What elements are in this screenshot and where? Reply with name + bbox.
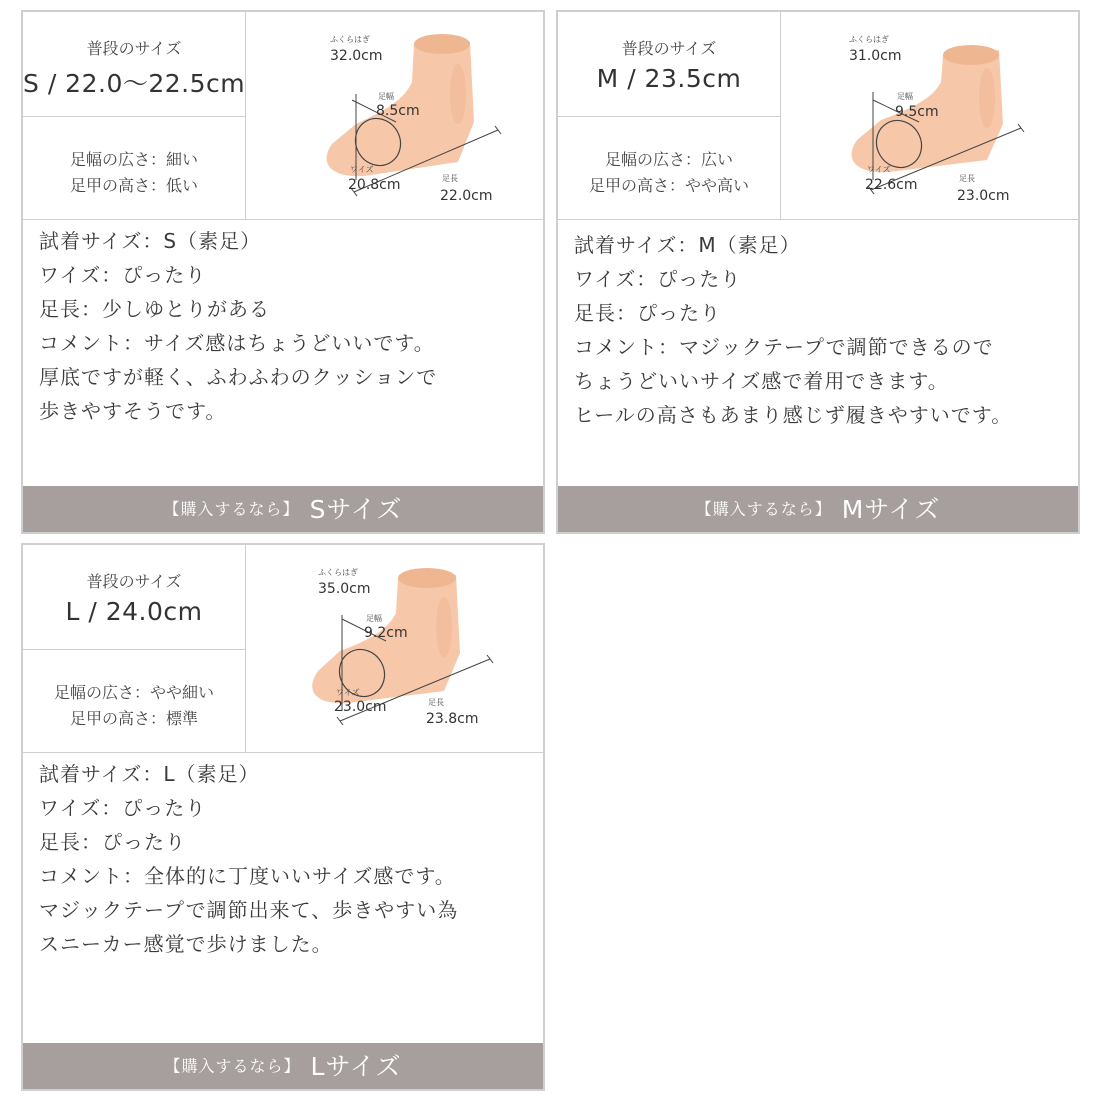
buy-recommendation-bar[interactable]: [23, 486, 543, 532]
foot-width-attribute: 足幅の広さ：細い: [69, 150, 198, 169]
foot-width-label: 足幅: [366, 614, 382, 623]
foot-width-label: 足幅: [897, 92, 913, 101]
buy-size: Lサイズ: [310, 1051, 402, 1081]
review-line: 試着サイズ：L（素足）: [39, 762, 260, 786]
review-line: スニーカー感覚で歩けました。: [39, 932, 333, 956]
usual-size-value: L / 24.0cm: [65, 597, 203, 626]
foot-width-attribute: 足幅の広さ：広い: [604, 150, 733, 169]
wise-value: 23.0cm: [334, 699, 387, 715]
size-review-card-l: [21, 543, 545, 1091]
size-info-panel: [23, 545, 543, 753]
buy-prefix: 【購入するなら】: [164, 1056, 301, 1076]
buy-recommendation-bar[interactable]: [558, 486, 1078, 532]
length-value: 23.8cm: [426, 711, 479, 727]
buy-prefix: 【購入するなら】: [163, 499, 300, 519]
review-line: マジックテープで調節出来て、歩きやすい為: [39, 898, 459, 922]
foot-measurement-illustration: [781, 12, 1078, 219]
instep-height-attribute: 足甲の高さ：低い: [69, 176, 198, 195]
review-line: 厚底ですが軽く、ふわふわのクッションで: [39, 365, 438, 389]
wise-value: 22.6cm: [865, 177, 918, 193]
buy-recommendation-bar[interactable]: [23, 1043, 543, 1089]
usual-size-value: S / 22.0〜22.5cm: [23, 69, 246, 98]
foot-diagram: [246, 545, 543, 752]
size-info-panel: [558, 12, 1078, 220]
foot-measurement-illustration: [246, 12, 543, 219]
review-line: 歩きやすそうです。: [39, 399, 227, 423]
fitting-review: [574, 228, 1074, 432]
foot-width-value: 9.2cm: [364, 625, 408, 641]
review-line: 試着サイズ：M（素足）: [574, 233, 801, 257]
calf-top: [414, 34, 470, 54]
ankle-shade: [979, 68, 995, 128]
length-label: 足長: [428, 698, 444, 707]
buy-prefix: 【購入するなら】: [695, 499, 832, 519]
usual-size-box: [23, 12, 246, 117]
foot-width-value: 8.5cm: [376, 103, 420, 119]
review-line: 足長：少しゆとりがある: [39, 297, 270, 321]
calf-label: ふくらはぎ: [318, 568, 358, 577]
fitting-review: [39, 757, 539, 961]
foot-diagram: [246, 12, 543, 219]
usual-size-value: M / 23.5cm: [596, 64, 742, 93]
calf-label: ふくらはぎ: [849, 35, 889, 44]
review-line: コメント：サイズ感はちょうどいいです。: [39, 331, 435, 355]
length-value: 22.0cm: [440, 188, 493, 204]
foot-width-value: 9.5cm: [895, 104, 939, 120]
length-label: 足長: [442, 174, 458, 183]
review-line: ワイズ：ぴったり: [39, 263, 207, 287]
length-label: 足長: [959, 174, 975, 183]
size-review-card-m: [556, 10, 1080, 534]
review-line: ヒールの高さもあまり感じず履きやすいです。: [574, 403, 1013, 427]
wise-label: ワイズ: [336, 688, 360, 697]
usual-size-box: [558, 12, 781, 117]
calf-label: ふくらはぎ: [330, 35, 370, 44]
review-line: ワイズ：ぴったり: [39, 796, 207, 820]
ankle-shade: [436, 597, 452, 657]
foot-width-attribute: 足幅の広さ：やや細い: [53, 683, 214, 702]
review-line: 足長：ぴったり: [39, 830, 186, 854]
review-line: 足長：ぴったり: [574, 301, 721, 325]
size-info-panel: [23, 12, 543, 220]
ankle-shade: [450, 64, 466, 124]
review-line: ちょうどいいサイズ感で着用できます。: [574, 369, 949, 393]
calf-top: [398, 568, 456, 588]
buy-size: Sサイズ: [309, 494, 403, 524]
fitting-review: [39, 224, 539, 428]
calf-value: 35.0cm: [318, 581, 371, 597]
foot-attributes-box: [23, 650, 246, 752]
buy-size: Mサイズ: [841, 494, 941, 524]
foot-measurement-illustration: [246, 545, 543, 752]
foot-attributes-box: [558, 117, 781, 219]
wise-value: 20.8cm: [348, 177, 401, 193]
wise-label: ワイズ: [350, 165, 374, 174]
review-line: コメント：マジックテープで調節できるので: [574, 335, 994, 359]
review-line: 試着サイズ：S（素足）: [39, 229, 262, 253]
usual-size-label: 普段のサイズ: [86, 39, 182, 58]
usual-size-label: 普段のサイズ: [621, 39, 717, 58]
foot-width-label: 足幅: [378, 92, 394, 101]
calf-value: 31.0cm: [849, 48, 902, 64]
wise-label: ワイズ: [867, 165, 891, 174]
usual-size-box: [23, 545, 246, 650]
length-value: 23.0cm: [957, 188, 1010, 204]
review-line: コメント：全体的に丁度いいサイズ感です。: [39, 864, 456, 888]
foot-diagram: [781, 12, 1078, 219]
review-line: ワイズ：ぴったり: [574, 267, 742, 291]
calf-top: [943, 45, 999, 65]
calf-value: 32.0cm: [330, 48, 383, 64]
instep-height-attribute: 足甲の高さ：標準: [69, 709, 198, 728]
usual-size-label: 普段のサイズ: [86, 572, 182, 591]
foot-attributes-box: [23, 117, 246, 219]
size-review-card-s: [21, 10, 545, 534]
instep-height-attribute: 足甲の高さ：やや高い: [588, 176, 749, 195]
